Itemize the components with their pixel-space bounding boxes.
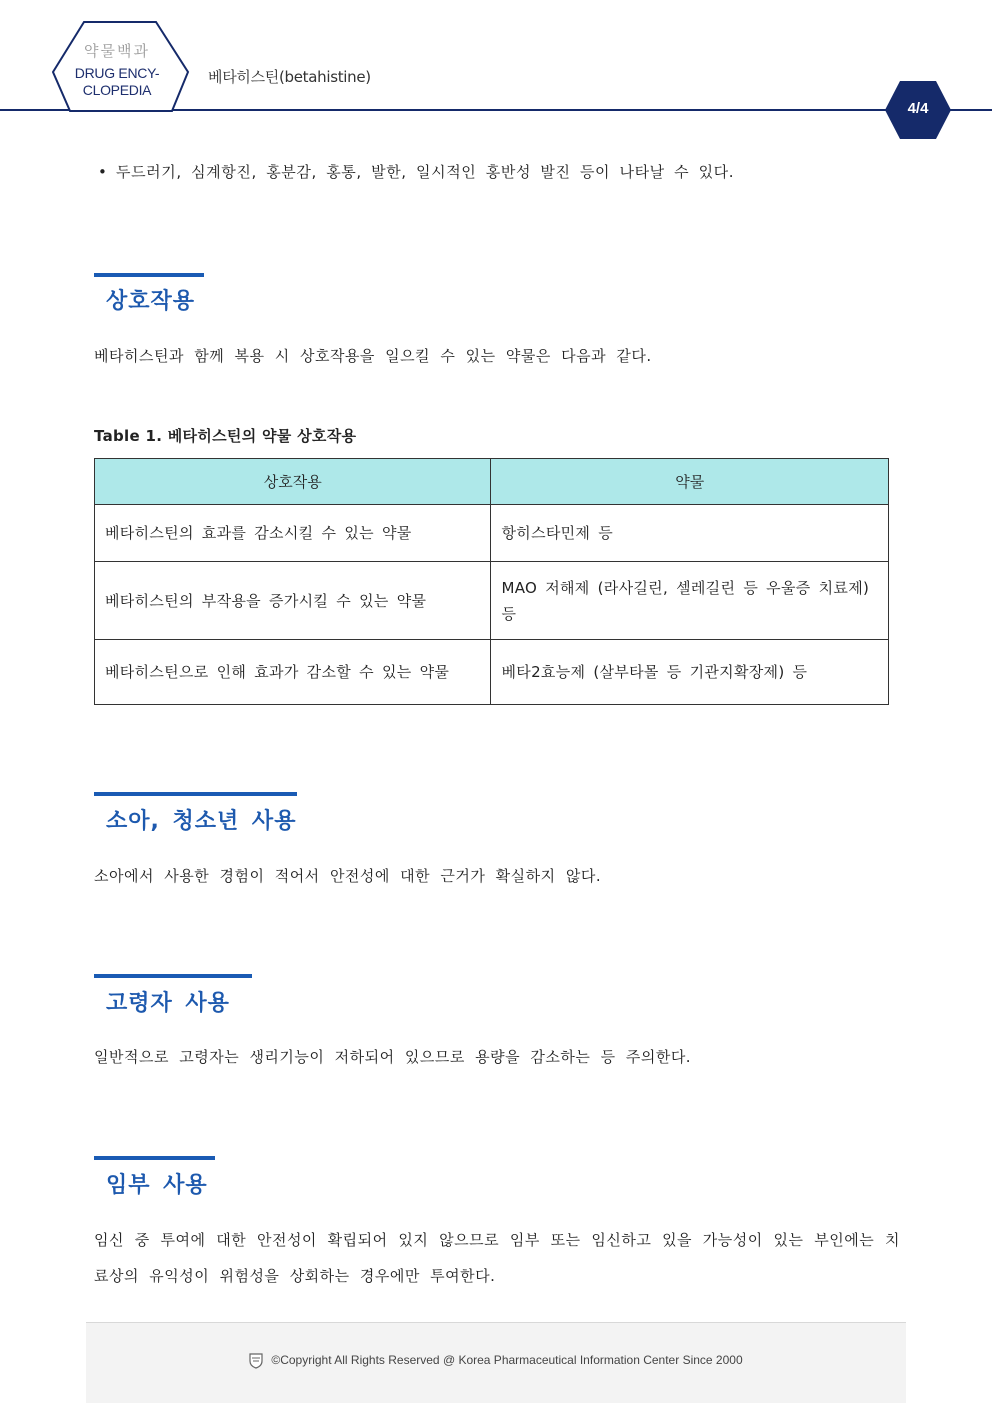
table-row [95, 640, 889, 705]
table-row [95, 562, 889, 640]
section-bar-elderly [94, 974, 252, 978]
section-title-interactions: 상호작용 [106, 289, 196, 314]
pregnancy-text: 임신 중 투여에 대한 안전성이 확립되어 있지 않으므로 임부 또는 임신하고 있을 가능성이 있는 부인에는 치료상의 유익성이 위험성을 상회하는 경우에만 투여한다. [94, 1231, 900, 1285]
logo-english [58, 65, 176, 99]
bullet-icon: • [98, 163, 108, 181]
footer-content [86, 1353, 906, 1369]
table-cell: 베타히스틴의 효과를 감소시킬 수 있는 약물 [95, 505, 491, 562]
document-title: 베타히스틴(betahistine) [208, 68, 371, 86]
table-caption: Table 1. 베타히스틴의 약물 상호작용 [94, 427, 357, 445]
table-header-cell: 상호작용 [95, 459, 491, 505]
table-cell: 베타히스틴의 부작용을 증가시킬 수 있는 약물 [95, 562, 491, 640]
table-row [95, 505, 889, 562]
pediatric-text: 소아에서 사용한 경험이 적어서 안전성에 대한 근거가 확실하지 않다. [94, 867, 602, 885]
table-cell: MAO 저해제 (라사길린, 셀레길린 등 우울증 치료제) 등 [491, 562, 889, 640]
table-header-cell: 약물 [491, 459, 889, 505]
table-header-row [95, 459, 889, 505]
interactions-table [94, 458, 889, 705]
elderly-text: 일반적으로 고령자는 생리기능이 저하되어 있으므로 용량을 감소하는 등 주의한다. [94, 1048, 692, 1066]
page-indicator: 4/4 [907, 100, 929, 117]
copyright-text: ©Copyright All Rights Reserved @ Korea Pharmaceutical Information Center Since 2000 [271, 1353, 743, 1368]
table-cell: 베타2효능제 (살부타몰 등 기관지확장제) 등 [491, 640, 889, 705]
section-title-pregnancy: 임부 사용 [106, 1173, 208, 1198]
logo-english-line1: DRUG ENCY- [74, 65, 160, 81]
section-bar-interactions [94, 273, 204, 277]
intro-bullet-text: 두드러기, 심계항진, 홍분감, 홍통, 발한, 일시적인 홍반성 발진 등이 나타날 수 있다. [116, 163, 735, 181]
table-cell: 베타히스틴으로 인해 효과가 감소할 수 있는 약물 [95, 640, 491, 705]
footer [86, 1322, 906, 1403]
logo [58, 40, 176, 99]
intro-bullet [98, 161, 734, 182]
section-title-elderly: 고령자 사용 [106, 991, 230, 1016]
section-title-pediatric: 소아, 청소년 사용 [106, 809, 297, 834]
logo-english-line2: CLOPEDIA [82, 82, 152, 98]
interactions-text: 베타히스틴과 함께 복용 시 상호작용을 일으킬 수 있는 약물은 다음과 같다. [94, 347, 652, 365]
section-bar-pediatric [94, 792, 297, 796]
shield-crest-icon [249, 1353, 263, 1369]
table-cell: 항히스타민제 등 [491, 505, 889, 562]
section-bar-pregnancy [94, 1156, 215, 1160]
logo-korean: 약물백과 [84, 42, 150, 60]
